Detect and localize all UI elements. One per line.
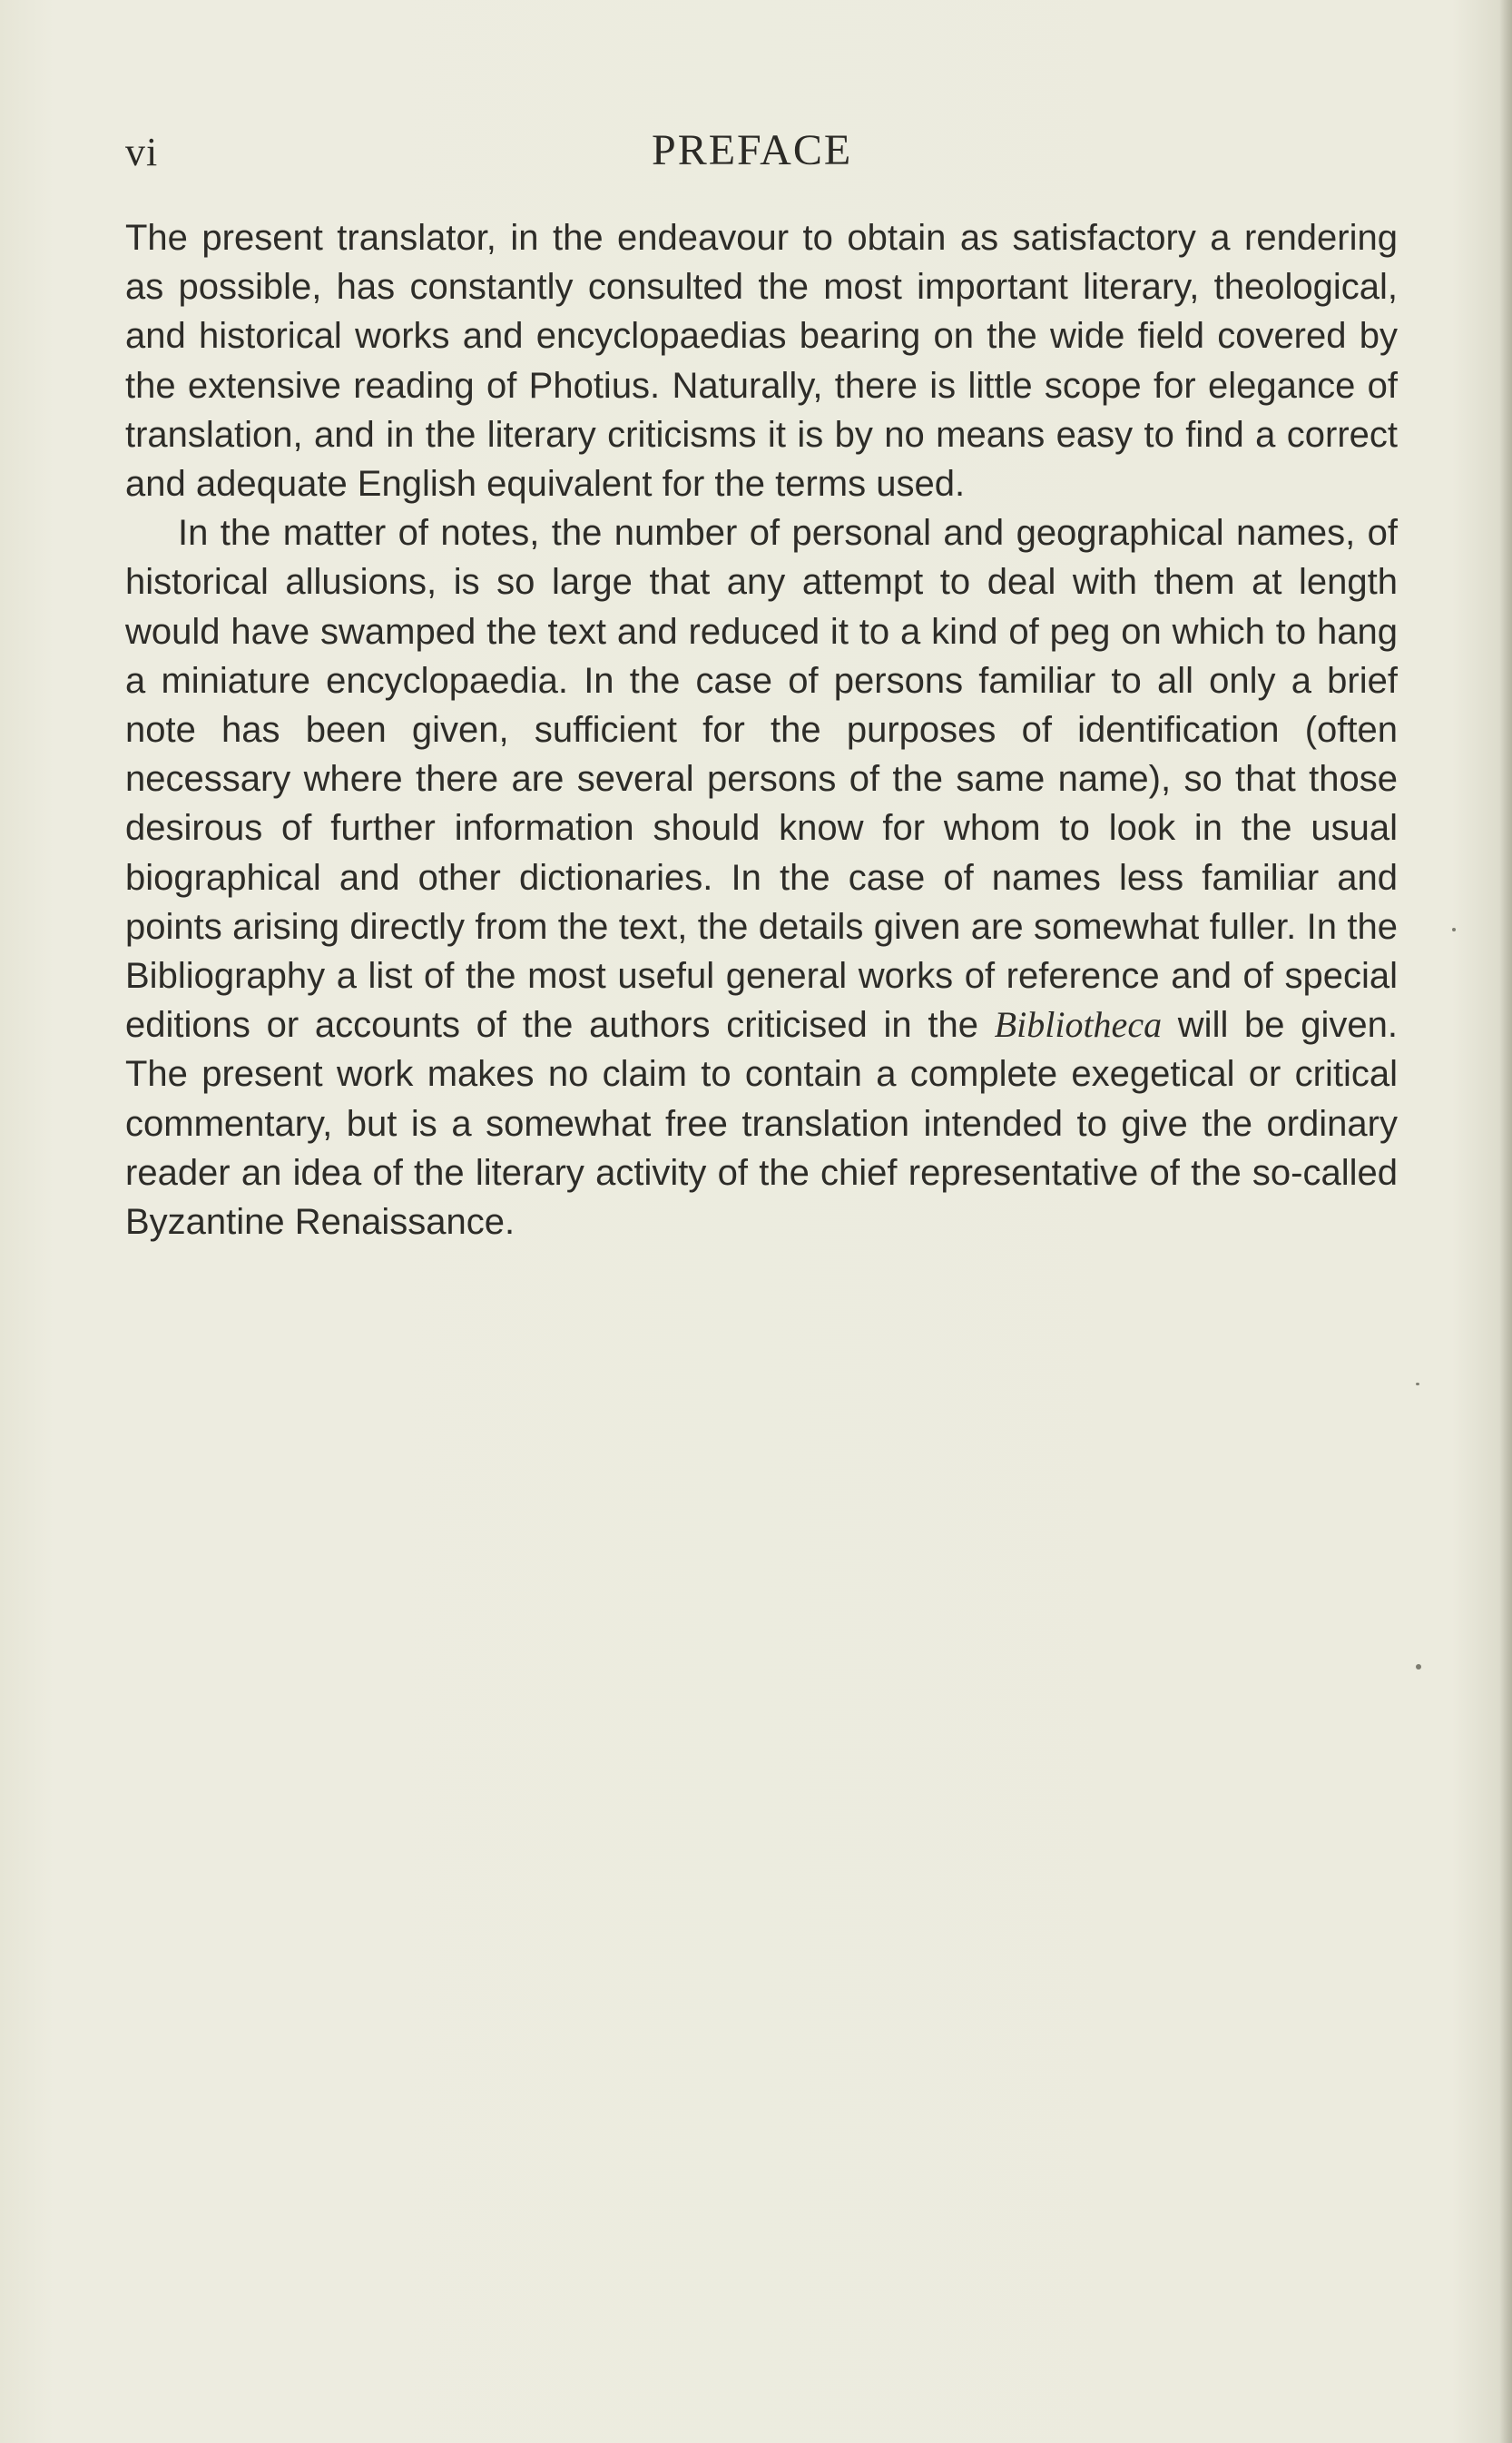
paper-speck bbox=[1452, 928, 1456, 931]
page-edge-shadow bbox=[1499, 0, 1512, 2443]
page-number: vi bbox=[125, 130, 159, 174]
paper-speck bbox=[1416, 1664, 1421, 1670]
bibliotheca-title: Bibliotheca bbox=[994, 1004, 1163, 1046]
paragraph-2-text-a: In the matter of notes, the number of personal and geographical names, of historical allusions, is so large that any attempt to deal with them at length would have swamped the text and reduced it to a kind of peg on which to hang a miniature encyclopaedia. In the case of persons familiar to all only a brief note has been given, sufficient for the purposes of identification (often necessary where there are several persons of the same name), so that those desirous of further information should know for whom to look in the usual biographical and other dictionaries. In the case of names less familiar and points arising directly from the text, the details given are somewhat fuller. In the Bibliography a list of the most useful general works of reference and of special editions or accounts of the authors criticised in the bbox=[125, 513, 1398, 1046]
preface-body bbox=[125, 213, 1398, 1246]
page-header bbox=[125, 125, 1396, 180]
paragraph-1: The present translator, in the endeavour to obtain as satisfactory a rendering as possible, has constantly consulted the most important literary, theological, and historical works and encyclopaedias bearing on the wide field covered by the extensive reading of Photius. Naturally, there is little scope for elegance of translation, and in the literary criticisms it is by no means easy to find a correct and adequate English equivalent for the terms used. bbox=[125, 218, 1398, 505]
paragraph-2 bbox=[125, 508, 1398, 1246]
paragraph-2-text-b: will be given. The present work makes no claim to contain a complete exegetical or critical commentary, but is a somewhat free translation intended to give the ordinary reader an idea of the literary activity of the chief representative of the so-called Byzantine Renaissance. bbox=[125, 1005, 1398, 1243]
running-head: PREFACE bbox=[652, 126, 853, 174]
paper-speck bbox=[1416, 1383, 1419, 1385]
